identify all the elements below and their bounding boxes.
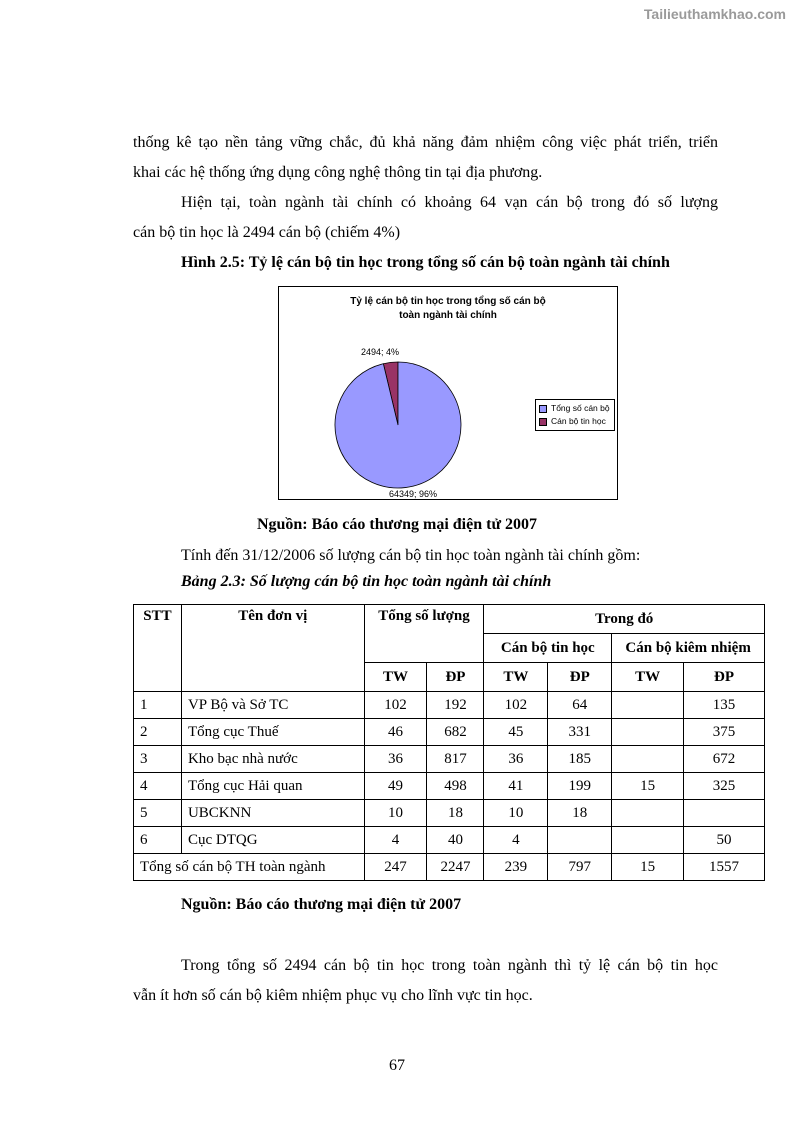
cell-pt-tw xyxy=(612,827,684,854)
legend-swatch xyxy=(539,418,547,426)
paragraph-staff-count xyxy=(133,188,718,248)
cell-total-tw: 36 xyxy=(364,746,427,773)
text-line: khai các hệ thống ứng dụng công nghệ thông tin tại địa phương. xyxy=(133,164,543,181)
header-stt: STT xyxy=(134,605,182,692)
table-row xyxy=(134,692,765,719)
cell-total-dp: 18 xyxy=(427,800,484,827)
cell-pt-tw xyxy=(612,719,684,746)
cell-stt: 3 xyxy=(134,746,182,773)
cell-unit: Tổng cục Thuế xyxy=(181,719,364,746)
cell-total-label: Tổng số cán bộ TH toàn ngành xyxy=(134,854,365,881)
cell-stt: 4 xyxy=(134,773,182,800)
legend-item xyxy=(539,415,611,428)
data-label-total-staff: 64349; 96% xyxy=(389,489,438,499)
table-row xyxy=(134,719,765,746)
text-line: cán bộ tin học là 2494 cán bộ (chiếm 4%) xyxy=(133,224,401,241)
cell-total-dp: 817 xyxy=(427,746,484,773)
cell-it-dp xyxy=(548,827,612,854)
cell-it-tw: 102 xyxy=(484,692,548,719)
legend-swatch xyxy=(539,405,547,413)
cell-pt-dp xyxy=(684,800,765,827)
cell-total-total-dp: 2247 xyxy=(427,854,484,881)
cell-total-pt-tw: 15 xyxy=(612,854,684,881)
legend-label: Cán bộ tin học xyxy=(551,416,606,426)
cell-total-dp: 192 xyxy=(427,692,484,719)
cell-total-it-dp: 797 xyxy=(548,854,612,881)
cell-unit: Tổng cục Hải quan xyxy=(181,773,364,800)
table-row xyxy=(134,773,765,800)
cell-total-tw: 10 xyxy=(364,800,427,827)
cell-it-dp: 331 xyxy=(548,719,612,746)
table-source: Nguồn: Báo cáo thương mại điện tử 2007 xyxy=(181,896,462,913)
cell-total-dp: 40 xyxy=(427,827,484,854)
cell-it-dp: 199 xyxy=(548,773,612,800)
cell-unit: UBCKNN xyxy=(181,800,364,827)
watermark: Tailieuthamkhao.com xyxy=(643,6,786,22)
table-row xyxy=(134,800,765,827)
header-in-which: Trong đó xyxy=(484,605,765,634)
figure-source: Nguồn: Báo cáo thương mại điện tử 2007 xyxy=(256,516,538,533)
text-line: vẫn ít hơn số cán bộ kiêm nhiệm phục vụ cho lĩnh vực tin học. xyxy=(133,987,533,1004)
header-unit: Tên đơn vị xyxy=(181,605,364,692)
text-line: thống kê tạo nền tảng vững chắc, đủ khả năng đảm nhiệm công việc phát triển, triển xyxy=(133,134,718,151)
cell-total-pt-dp: 1557 xyxy=(684,854,765,881)
cell-pt-dp: 325 xyxy=(684,773,765,800)
cell-it-tw: 36 xyxy=(484,746,548,773)
cell-it-tw: 41 xyxy=(484,773,548,800)
paragraph-continuation xyxy=(133,128,718,188)
table-caption: Bảng 2.3: Số lượng cán bộ tin học toàn ngành tài chính xyxy=(181,573,552,590)
cell-pt-tw xyxy=(612,746,684,773)
cell-total-dp: 682 xyxy=(427,719,484,746)
cell-pt-tw xyxy=(612,800,684,827)
cell-total-total-tw: 247 xyxy=(364,854,427,881)
text-line: Trong tổng số 2494 cán bộ tin học trong toàn ngành thì tỷ lệ cán bộ tin học xyxy=(181,957,718,974)
header-dp: ĐP xyxy=(684,663,765,692)
pie-chart xyxy=(278,286,618,500)
header-total: Tổng số lượng xyxy=(364,605,484,663)
chart-title-line: toàn ngành tài chính xyxy=(399,310,497,321)
cell-stt: 1 xyxy=(134,692,182,719)
header-tw: TW xyxy=(364,663,427,692)
cell-pt-dp: 135 xyxy=(684,692,765,719)
cell-total-tw: 4 xyxy=(364,827,427,854)
legend-label: Tổng số cán bộ xyxy=(551,403,610,413)
cell-stt: 6 xyxy=(134,827,182,854)
cell-stt: 5 xyxy=(134,800,182,827)
cell-unit: Cục DTQG xyxy=(181,827,364,854)
chart-title-line: Tỷ lệ cán bộ tin học trong tổng số cán bộ xyxy=(350,296,546,307)
cell-pt-dp: 672 xyxy=(684,746,765,773)
cell-it-tw: 45 xyxy=(484,719,548,746)
data-label-it-staff: 2494; 4% xyxy=(361,347,400,357)
text-line: Tính đến 31/12/2006 số lượng cán bộ tin học toàn ngành tài chính gồm: xyxy=(181,547,641,564)
header-part-time: Cán bộ kiêm nhiệm xyxy=(612,634,765,663)
cell-unit: Kho bạc nhà nước xyxy=(181,746,364,773)
pie-slice-total-staff xyxy=(335,362,461,488)
header-dp: ĐP xyxy=(548,663,612,692)
figure-caption: Hình 2.5: Tỷ lệ cán bộ tin học trong tổng số cán bộ toàn ngành tài chính xyxy=(181,254,670,271)
cell-it-dp: 64 xyxy=(548,692,612,719)
cell-it-dp: 18 xyxy=(548,800,612,827)
cell-total-tw: 46 xyxy=(364,719,427,746)
cell-it-tw: 10 xyxy=(484,800,548,827)
legend-item xyxy=(539,402,611,415)
chart-legend xyxy=(535,399,615,431)
cell-pt-dp: 50 xyxy=(684,827,765,854)
cell-pt-tw: 15 xyxy=(612,773,684,800)
cell-it-dp: 185 xyxy=(548,746,612,773)
page-number: 67 xyxy=(389,1057,405,1074)
cell-total-dp: 498 xyxy=(427,773,484,800)
table-row xyxy=(134,827,765,854)
table-row xyxy=(134,746,765,773)
paragraph-conclusion xyxy=(133,951,718,1011)
cell-stt: 2 xyxy=(134,719,182,746)
cell-it-tw: 4 xyxy=(484,827,548,854)
cell-total-it-tw: 239 xyxy=(484,854,548,881)
pie-svg xyxy=(279,287,619,501)
cell-pt-tw xyxy=(612,692,684,719)
header-it-staff: Cán bộ tin học xyxy=(484,634,612,663)
text-line: Hiện tại, toàn ngành tài chính có khoảng 64 vạn cán bộ trong đó số lượng xyxy=(181,194,718,211)
cell-pt-dp: 375 xyxy=(684,719,765,746)
header-tw: TW xyxy=(484,663,548,692)
cell-total-tw: 102 xyxy=(364,692,427,719)
header-dp: ĐP xyxy=(427,663,484,692)
header-tw: TW xyxy=(612,663,684,692)
table-total-row xyxy=(134,854,765,881)
staff-table xyxy=(133,604,765,881)
paragraph-intro-table xyxy=(133,541,718,571)
cell-unit: VP Bộ và Sở TC xyxy=(181,692,364,719)
cell-total-tw: 49 xyxy=(364,773,427,800)
